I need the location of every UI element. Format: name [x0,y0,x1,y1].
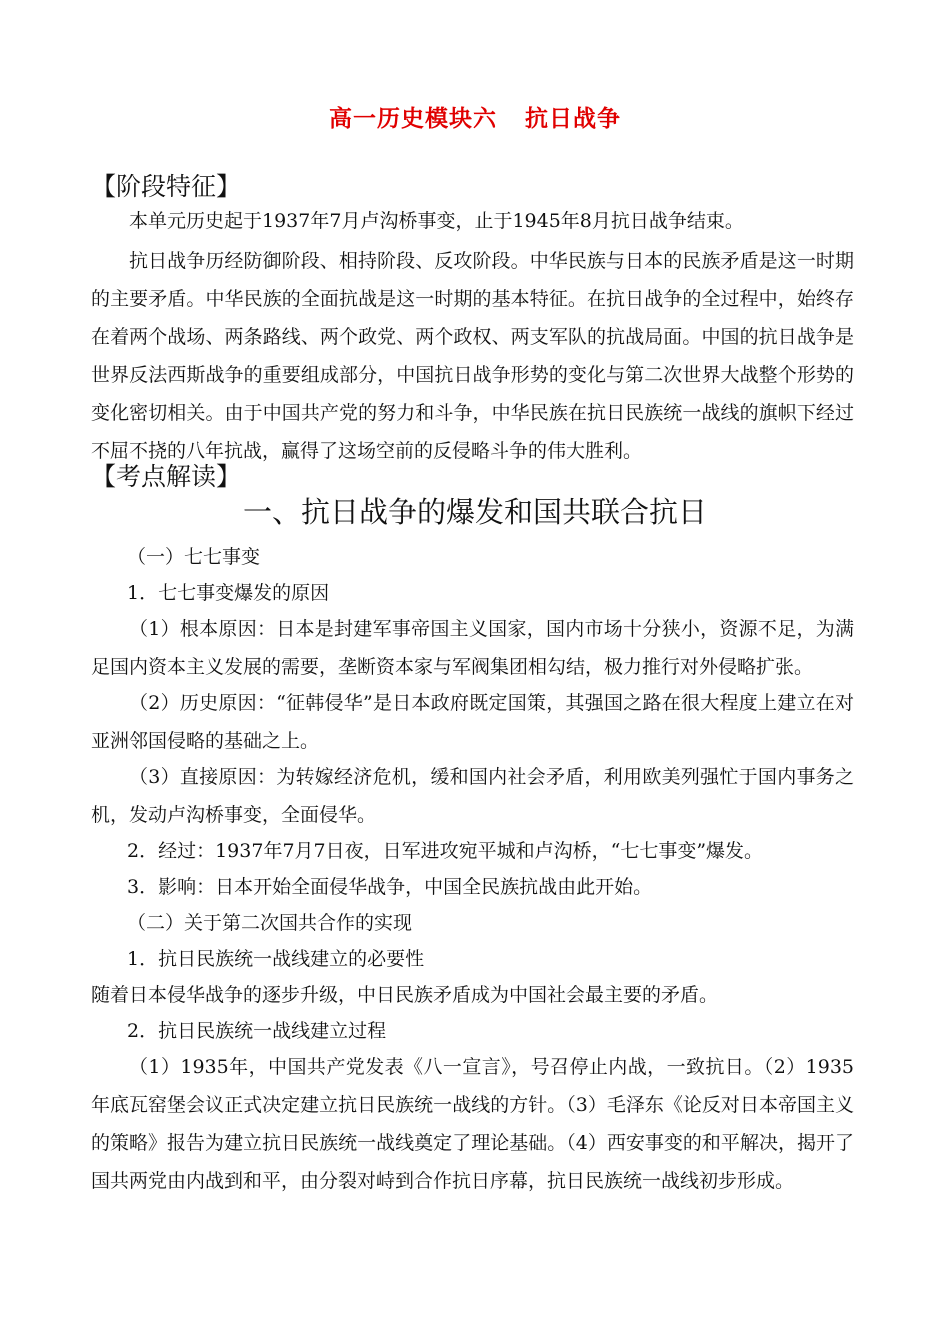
paragraph-historical-cause: （2）历史原因：“征韩侵华”是日本政府既定国策，其强国之路在很大程度上建立在对亚洲邻国侵略的基础之上。 [91,692,854,752]
item-course: 2．经过：1937年7月7日夜，日军进攻宛平城和卢沟桥，“七七事变”爆发。 [127,840,764,862]
paragraph-process: （1）1935年，中国共产党发表《八一宣言》，号召停止内战，一致抗日。（2）1935年底瓦窑堡会议正式决定建立抗日民族统一战线的方针。（3）毛泽东《论反对日本帝国主义的策略》报告为建立抗日民族统一战线奠定了理论基础。（4）西安事变的和平解决，揭开了国共两党由内战到和平，由分裂对峙到合作抗日序幕，抗日民族统一战线初步形成。 [91,1056,854,1192]
item-heading-process: 2．抗日民族统一战线建立过程 [127,1020,387,1042]
section-heading-key-points: 【考点解读】 [91,462,242,491]
paragraph-period-range: 本单元历史起于1937年7月卢沟桥事变，止于1945年8月抗日战争结束。 [129,210,744,232]
title-main: 高一历史模块六 [329,105,497,132]
paragraph-necessity: 随着日本侵华战争的逐步升级，中日民族矛盾成为中国社会最主要的矛盾。 [91,984,719,1006]
paragraph-direct-cause: （3）直接原因：为转嫁经济危机，缓和国内社会矛盾，利用欧美列强忙于国内事务之机，发动卢沟桥事变，全面侵华。 [91,766,854,826]
document-title [0,100,950,133]
section-heading-stage-features: 【阶段特征】 [91,172,242,201]
subsection-heading-july7: （一）七七事变 [127,546,261,568]
subsection-heading-cooperation: （二）关于第二次国共合作的实现 [127,912,413,934]
item-heading-necessity: 1．抗日民族统一战线建立的必要性 [127,948,425,970]
paragraph-root-cause: （1）根本原因：日本是封建军事帝国主义国家，国内市场十分狭小，资源不足，为满足国内资本主义发展的需要，垄断资本家与军阀集团相勾结，极力推行对外侵略扩张。 [91,618,854,678]
chapter-heading: 一、抗日战争的爆发和国共联合抗日 [242,495,707,529]
item-heading-causes: 1．七七事变爆发的原因 [127,582,330,604]
title-sub: 抗日战争 [525,105,621,132]
paragraph-stage-summary: 抗日战争历经防御阶段、相持阶段、反攻阶段。中华民族与日本的民族矛盾是这一时期的主要矛盾。中华民族的全面抗战是这一时期的基本特征。在抗日战争的全过程中，始终存在着两个战场、两条路线、两个政党、两个政权、两支军队的抗战局面。中国的抗日战争是世界反法西斯战争的重要组成部分，中国抗日战争形势的变化与第二次世界大战整个形势的变化密切相关。由于中国共产党的努力和斗争，中华民族在抗日民族统一战线的旗帜下经过不屈不挠的八年抗战，赢得了这场空前的反侵略斗争的伟大胜利。 [91,250,854,462]
item-impact: 3．影响：日本开始全面侵华战争，中国全民族抗战由此开始。 [127,876,653,898]
